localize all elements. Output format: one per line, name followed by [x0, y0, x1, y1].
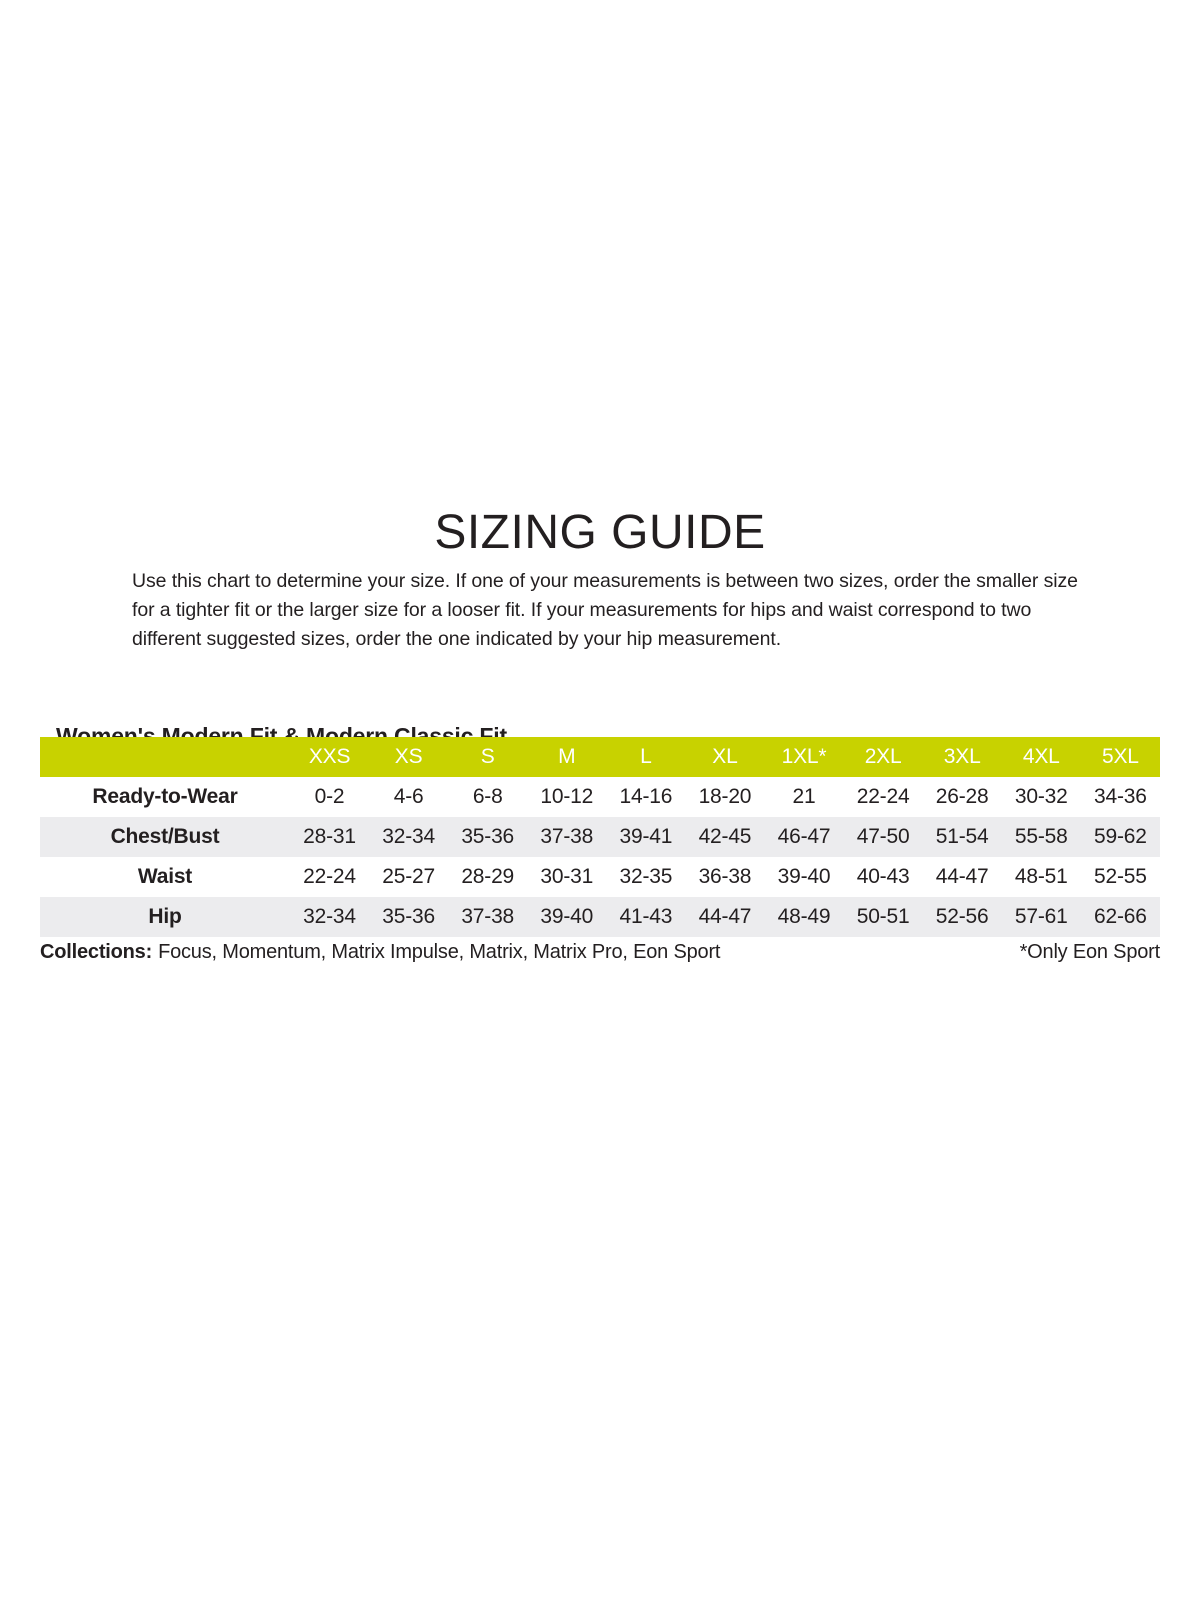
- header-corner-cell: [40, 737, 290, 777]
- column-header-1xl: 1XL*: [764, 737, 843, 777]
- size-cell: 44-47: [698, 905, 752, 928]
- table-row: [40, 817, 1160, 857]
- size-cell: 39-41: [619, 825, 673, 848]
- column-header-3xl: 3XL: [923, 737, 1002, 777]
- size-cell: 41-43: [619, 905, 673, 928]
- size-cell: 62-66: [1094, 905, 1147, 928]
- table-row: [40, 857, 1160, 897]
- intro-text: Use this chart to determine your size. If one of your measurements is between two sizes, order the smaller size for a tighter fit or the larger size for a looser fit. If your measurements for hips and waist correspond to two different suggested sizes, order the one indicated by your hip measurement.: [132, 569, 1078, 650]
- column-header-4xl: 4XL: [1002, 737, 1081, 777]
- size-cell: 47-50: [856, 825, 910, 848]
- size-cell: 0-2: [314, 785, 345, 808]
- row-label: Hip: [148, 905, 182, 928]
- size-cell: 32-35: [619, 865, 673, 888]
- size-cell: 42-45: [698, 825, 752, 848]
- size-cell: 28-31: [303, 825, 356, 848]
- size-cell: 32-34: [382, 825, 435, 848]
- row-label: Chest/Bust: [110, 825, 220, 848]
- size-cell: 4-6: [393, 785, 424, 808]
- size-cell: 46-47: [777, 825, 831, 848]
- size-cell: 32-34: [303, 905, 356, 928]
- size-cell: 48-51: [1014, 865, 1068, 888]
- size-cell: 57-61: [1014, 905, 1068, 928]
- column-header-l: L: [606, 737, 685, 777]
- size-cell: 37-38: [540, 825, 594, 848]
- size-cell: 30-32: [1014, 785, 1068, 808]
- column-header-m: M: [527, 737, 606, 777]
- column-header-s: S: [448, 737, 527, 777]
- size-cell: 37-38: [461, 905, 515, 928]
- table-row: [40, 777, 1160, 817]
- collections-value: Focus, Momentum, Matrix Impulse, Matrix, Matrix Pro, Eon Sport: [158, 941, 721, 963]
- size-cell: 39-40: [540, 905, 594, 928]
- size-cell: 39-40: [777, 865, 831, 888]
- row-label: Ready-to-Wear: [92, 785, 238, 808]
- footnote: *Only Eon Sport: [1019, 941, 1160, 963]
- column-header-xxs: XXS: [290, 737, 369, 777]
- size-cell: 26-28: [935, 785, 989, 808]
- size-cell: 22-24: [303, 865, 356, 888]
- sizing-table-head: [40, 737, 1160, 777]
- size-cell: 18-20: [698, 785, 752, 808]
- size-cell: 51-54: [935, 825, 989, 848]
- size-cell: 44-47: [935, 865, 989, 888]
- size-cell: 25-27: [382, 865, 435, 888]
- size-cell: 21: [792, 785, 816, 808]
- column-header-2xl: 2XL: [844, 737, 923, 777]
- sizing-table: [40, 737, 1160, 937]
- page-title: SIZING GUIDE: [434, 506, 766, 560]
- table-row: [40, 897, 1160, 937]
- collections-note: [40, 941, 1160, 964]
- row-label: Waist: [137, 865, 193, 888]
- size-cell: 59-62: [1094, 825, 1147, 848]
- size-cell: 6-8: [472, 785, 503, 808]
- size-cell: 52-56: [935, 905, 989, 928]
- column-header-xs: XS: [369, 737, 448, 777]
- size-cell: 34-36: [1094, 785, 1147, 808]
- column-header-5xl: 5XL: [1081, 737, 1160, 777]
- collections-line: [40, 941, 720, 964]
- collections-label: Collections:: [40, 941, 153, 963]
- size-cell: 40-43: [856, 865, 910, 888]
- size-cell: 36-38: [698, 865, 752, 888]
- size-cell: 14-16: [619, 785, 673, 808]
- size-cell: 50-51: [856, 905, 910, 928]
- size-cell: 30-31: [540, 865, 594, 888]
- column-header-xl: XL: [685, 737, 764, 777]
- size-cell: 35-36: [461, 825, 515, 848]
- size-cell: 28-29: [461, 865, 515, 888]
- size-cell: 10-12: [540, 785, 594, 808]
- size-cell: 35-36: [382, 905, 435, 928]
- size-cell: 55-58: [1014, 825, 1068, 848]
- size-header-row: [40, 737, 1160, 777]
- size-cell: 52-55: [1094, 865, 1147, 888]
- size-table-body: [40, 777, 1160, 937]
- size-cell: 48-49: [777, 905, 831, 928]
- size-cell: 22-24: [856, 785, 910, 808]
